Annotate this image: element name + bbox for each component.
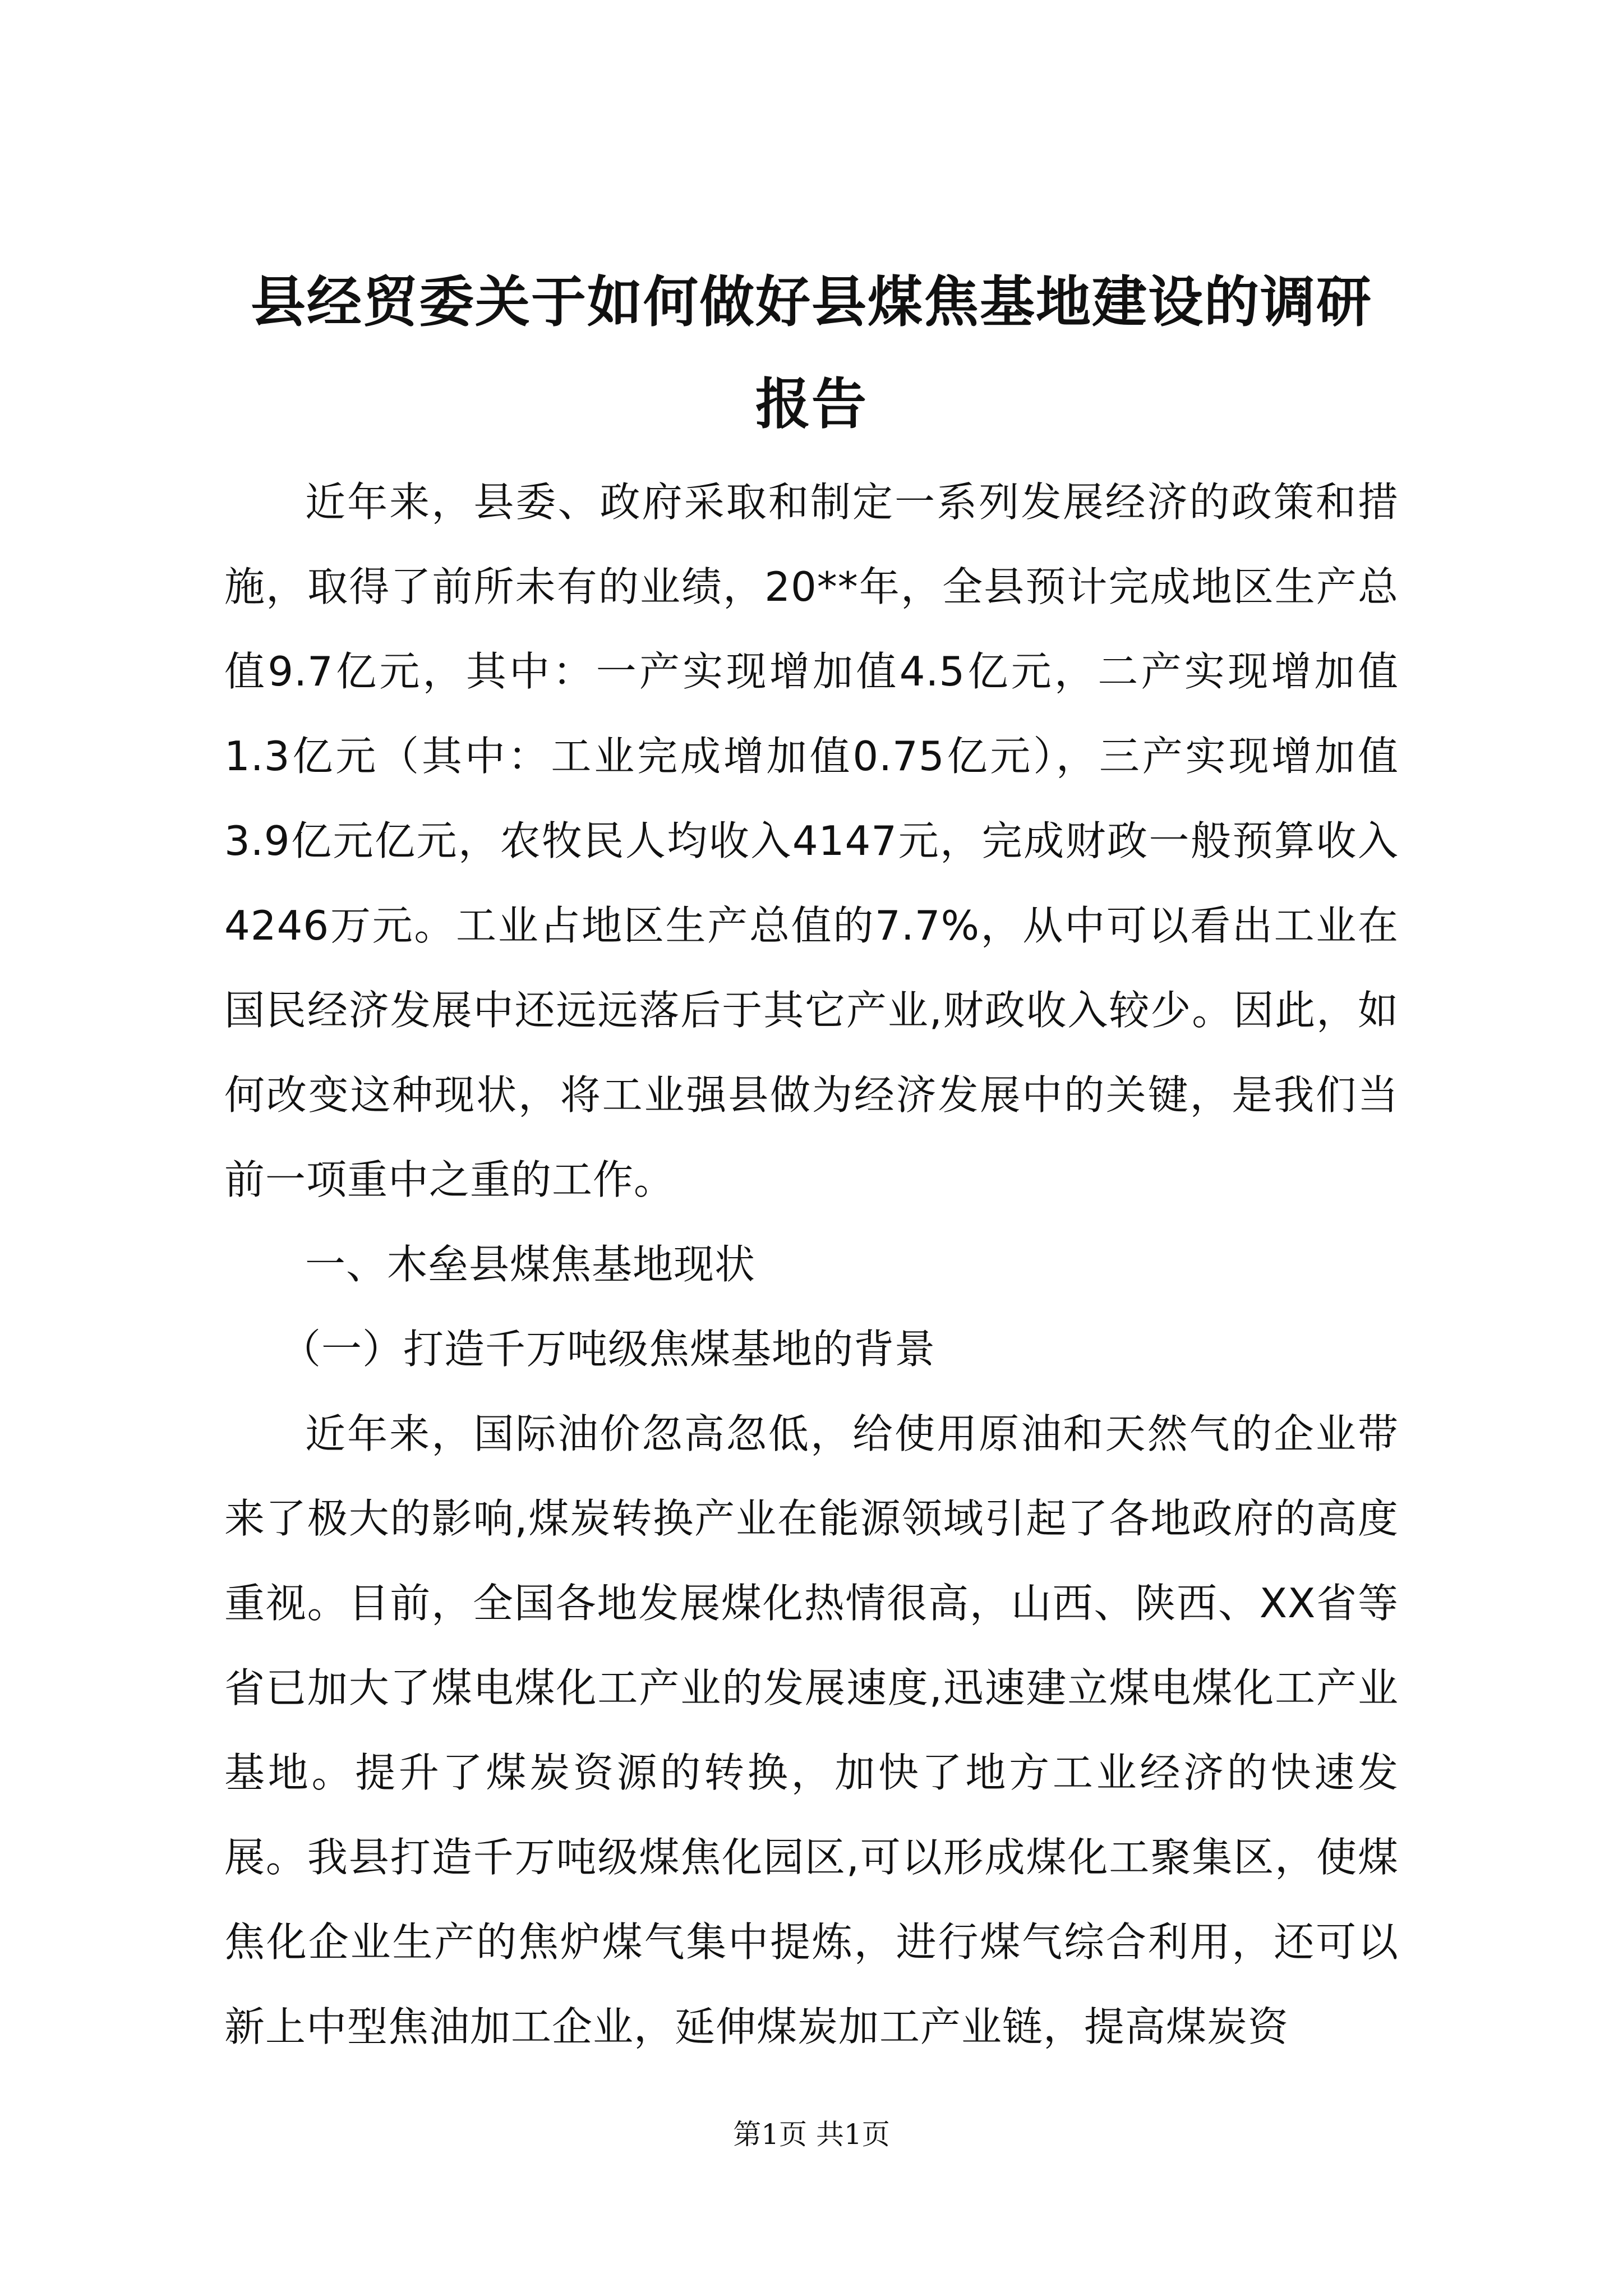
section-heading: 一、木垒县煤焦基地现状 [305,1241,756,1288]
document-title: 县经贸委关于如何做好县煤焦基地建设的调研报告 [250,270,1372,436]
subsection-heading: （一）打造千万吨级焦煤基地的背景 [280,1326,936,1373]
page-footer: 第1页 共1页 [733,2118,890,2151]
paragraph-background: 近年来，国际油价忽高忽低，给使用原油和天然气的企业带来了极大的影响,煤炭转换产业在能源领域引起了各地政府的高度重视。目前，全国各地发展煤化热情很高，山西、陕西、XX省等省已加大了煤电煤化工产业的发展速度,迅速建立煤电煤化工产业基地。提升了煤炭资源的转换，加快了地方工业经济的快速发展。我县打造千万吨级煤焦化园区,可以形成煤化工聚集区，使煤焦化企业生产的焦炉煤气集中提炼，进行煤气综合利用，还可以新上中型焦油加工企业，延伸煤炭加工产业链，提高煤炭资 [224,1410,1399,2050]
paragraph-intro: 近年来，县委、政府采取和制定一系列发展经济的政策和措施，取得了前所未有的业绩，20**年，全县预计完成地区生产总值9.7亿元，其中：一产实现增加值4.5亿元，二产实现增加值1.3亿元（其中：工业完成增加值0.75亿元），三产实现增加值3.9亿元亿元，农牧民人均收入4147元，完成财政一般预算收入4246万元。工业占地区生产总值的7.7%，从中可以看出工业在国民经济发展中还远远落后于其它产业,财政收入较少。因此，如何改变这种现状，将工业强县做为经济发展中的关键，是我们当前一项重中之重的工作。 [224,478,1399,1203]
document-body [224,460,1399,2069]
